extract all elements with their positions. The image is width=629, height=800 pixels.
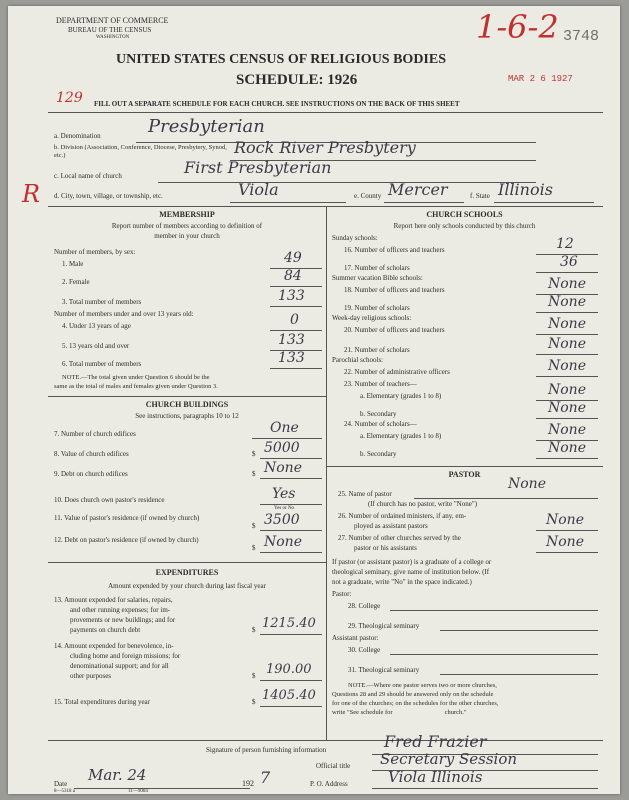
q2-line xyxy=(270,286,322,287)
schools-heading: CHURCH SCHOOLS xyxy=(426,210,503,219)
official-title-value: Secretary Session xyxy=(380,750,518,768)
q5-value: 133 xyxy=(278,332,305,348)
q12-value: None xyxy=(264,534,302,550)
columns-bottom-rule xyxy=(48,740,603,741)
division-label: b. Division (Association, Conference, Diocese, Presbytery, Synod, etc.) xyxy=(54,144,227,159)
received-date-stamp: MAR 2 6 1927 xyxy=(508,74,573,84)
state-label: f. State xyxy=(470,192,490,200)
year-prefix: 192 xyxy=(242,779,254,788)
q11-value: 3500 xyxy=(264,512,300,528)
q31-label: 31. Theological seminary xyxy=(348,666,420,674)
q14-line-2: cluding home and foreign missions; for xyxy=(70,652,181,660)
q28-line xyxy=(390,610,598,611)
q15-rule xyxy=(260,706,322,707)
q13-dollar: $ xyxy=(252,626,256,634)
graduate-note-1: If pastor (or assistant pastor) is a graduate of a college or xyxy=(332,558,492,566)
q12-label: 12. Debt on pastor's residence (if owned by church) xyxy=(54,536,199,544)
q29-line xyxy=(440,630,598,631)
signature-label: Signature of person furnishing information xyxy=(206,746,327,754)
pastor-note-1: NOTE.—Where one pastor serves two or more churches, xyxy=(348,682,497,689)
summer-schools-label: Summer vacation Bible schools: xyxy=(332,274,423,282)
state-value: Illinois xyxy=(498,180,553,199)
q23a-value: None xyxy=(548,382,586,398)
local-name-value: First Presbyterian xyxy=(184,158,332,177)
q16-label: 16. Number of officers and teachers xyxy=(344,246,445,254)
q15-label: 15. Total expenditures during year xyxy=(54,698,150,706)
po-address-line xyxy=(372,788,598,789)
q13-line-4: payments on church debt xyxy=(70,626,141,634)
census-schedule-page xyxy=(8,6,620,794)
date-value: Mar. 24 xyxy=(88,766,147,784)
department-label: DEPARTMENT OF COMMERCE xyxy=(56,16,169,25)
q9-line xyxy=(260,478,322,479)
q1-label: 1. Male xyxy=(62,260,84,268)
membership-bottom-rule xyxy=(48,396,326,397)
year-value: 7 xyxy=(260,768,271,787)
local-name-line xyxy=(158,182,536,183)
q24a-label: a. Elementary (grades 1 to 8) xyxy=(360,432,442,440)
buildings-bottom-rule xyxy=(48,562,326,563)
division-value: Rock River Presbytery xyxy=(234,138,416,157)
q23-label: 23. Number of teachers— xyxy=(344,380,417,388)
q27-rule xyxy=(536,552,598,553)
q17-value: 36 xyxy=(560,254,578,270)
denomination-label: a. Denomination xyxy=(54,132,101,140)
q19-line xyxy=(536,312,598,313)
form-code-1: 8—5318 a xyxy=(54,789,75,794)
bureau-label: BUREAU OF THE CENSUS xyxy=(68,26,152,34)
form-title: UNITED STATES CENSUS OF RELIGIOUS BODIES xyxy=(116,52,447,67)
age-heading: Number of members under and over 13 years old: xyxy=(54,310,194,318)
q2-value: 84 xyxy=(284,268,302,284)
pastor-heading: PASTOR xyxy=(448,470,481,479)
q9-dollar: $ xyxy=(252,470,256,478)
graduate-note-3: not a graduate, write "No" in the space indicated.) xyxy=(332,578,472,586)
q27-value: None xyxy=(546,534,584,550)
q24b-line xyxy=(536,458,598,459)
county-value: Mercer xyxy=(388,180,448,199)
po-address-label: P. O. Address xyxy=(310,780,348,788)
county-line xyxy=(384,202,464,203)
q13-line-2: and other running expenses; for im- xyxy=(70,606,171,614)
q21-value: None xyxy=(548,336,586,352)
q6-value: 133 xyxy=(278,350,305,366)
buildings-sub: See instructions, paragraphs 10 to 12 xyxy=(135,412,239,420)
q26-value: None xyxy=(546,512,584,528)
q24-label: 24. Number of scholars— xyxy=(344,420,417,428)
denomination-value: Presbyterian xyxy=(148,116,265,137)
q25-label: 25. Name of pastor xyxy=(338,490,392,498)
q23b-label: b. Secondary xyxy=(360,410,397,418)
state-line xyxy=(494,202,594,203)
q20-line xyxy=(536,334,598,335)
date-line xyxy=(74,788,250,789)
q3-value: 133 xyxy=(278,288,305,304)
q11-dollar: $ xyxy=(252,522,256,530)
po-address-value: Viola Illinois xyxy=(388,768,483,786)
q15-value: 1405.40 xyxy=(262,688,316,703)
q21-line xyxy=(536,354,598,355)
pastor-note-3: for one of the churches; on the schedules for the other churches, xyxy=(332,700,499,707)
q7-label: 7. Number of church edifices xyxy=(54,430,136,438)
q15-dollar: $ xyxy=(252,698,256,706)
header-divider xyxy=(48,112,603,113)
q1-value: 49 xyxy=(284,250,302,266)
county-label: e. County xyxy=(354,192,382,200)
q20-value: None xyxy=(548,316,586,332)
q10-line xyxy=(260,504,322,505)
q3-label: 3. Total number of members xyxy=(62,298,142,306)
q24b-label: b. Secondary xyxy=(360,450,397,458)
official-title-label: Official title xyxy=(316,762,351,770)
city-label: WASHINGTON xyxy=(96,35,130,40)
q30-label: 30. College xyxy=(348,646,381,654)
city-label-field: d. City, town, village, or township, etc. xyxy=(54,192,163,200)
pastor-note-4: write "See schedule for church." xyxy=(332,709,467,716)
signature-value: Fred Frazier xyxy=(384,732,487,751)
q13-rule xyxy=(260,634,322,635)
membership-note-2: same as the total of males and females given under Question 3. xyxy=(54,383,218,390)
q27-line-2: pastor or his assistants xyxy=(354,544,417,552)
q25-line xyxy=(414,498,598,499)
parochial-schools-label: Parochial schools: xyxy=(332,356,384,364)
weekday-schools-label: Week-day religious schools: xyxy=(332,314,412,322)
q7-value: One xyxy=(270,420,299,436)
membership-heading: MEMBERSHIP xyxy=(159,210,215,219)
form-code-2: 11—9084 xyxy=(128,789,148,794)
q18-label: 18. Number of officers and teachers xyxy=(344,286,445,294)
q14-line-1: 14. Amount expended for benevolence, in- xyxy=(54,642,174,650)
q27-line-1: 27. Number of other churches served by the xyxy=(338,534,461,542)
city-value: Viola xyxy=(238,180,279,199)
q20-label: 20. Number of officers and teachers xyxy=(344,326,445,334)
pastor-label: Pastor: xyxy=(332,590,352,598)
q4-value: 0 xyxy=(290,312,299,328)
q23b-value: None xyxy=(548,400,586,416)
margin-number: 129 xyxy=(56,90,83,106)
q10-hint: Yes or No xyxy=(274,506,295,511)
expenditures-sub: Amount expended by your church during last fiscal year xyxy=(108,582,266,590)
q13-line-3: provements or new buildings; and for xyxy=(70,616,176,624)
q12-dollar: $ xyxy=(252,544,256,552)
q13-value: 1215.40 xyxy=(262,616,316,631)
q8-label: 8. Value of church edifices xyxy=(54,450,129,458)
q6-line xyxy=(270,368,322,369)
q9-label: 9. Debt on church edifices xyxy=(54,470,128,478)
graduate-note-2: theological seminary, give name of institution below. (If xyxy=(332,568,490,576)
q14-line-3: denominational support; and for all xyxy=(70,662,169,670)
q8-value: 5000 xyxy=(264,440,300,456)
q14-dollar: $ xyxy=(252,672,256,680)
q17-label: 17. Number of scholars xyxy=(344,264,410,272)
q11-label: 11. Value of pastor's residence (if owned by church) xyxy=(54,514,200,522)
q26-line-1: 26. Number of ordained ministers, if any, em- xyxy=(338,512,467,520)
schools-sub: Report here only schools conducted by this church xyxy=(393,222,536,230)
q2-label: 2. Female xyxy=(62,278,90,286)
q29-label: 29. Theological seminary xyxy=(348,622,420,630)
q5-label: 5. 13 years old and over xyxy=(62,342,130,350)
q4-label: 4. Under 13 years of age xyxy=(62,322,131,330)
date-label: Date xyxy=(54,780,68,788)
q18-value: None xyxy=(548,276,586,292)
q26-rule xyxy=(536,530,598,531)
q9-value: None xyxy=(264,460,302,476)
assistant-pastor-label: Assistant pastor: xyxy=(332,634,379,642)
sunday-schools-label: Sunday schools: xyxy=(332,234,378,242)
q25-value: None xyxy=(508,476,546,492)
q3-line xyxy=(270,306,322,307)
q19-value: None xyxy=(548,294,586,310)
q17-line xyxy=(536,272,598,273)
q19-label: 19. Number of scholars xyxy=(344,304,410,312)
schools-bottom-rule xyxy=(326,466,603,467)
q25-hint: (If church has no pastor, write "None") xyxy=(368,500,478,508)
membership-note-1: NOTE.—The total given under Question 6 should be the xyxy=(62,374,210,381)
q11-line xyxy=(260,530,322,531)
q8-line xyxy=(260,458,322,459)
q10-label: 10. Does church own pastor's residence xyxy=(54,496,165,504)
q4-line xyxy=(270,330,322,331)
stamp-code: 1-6-2 xyxy=(476,8,559,46)
q24a-value: None xyxy=(548,422,586,438)
q7-line xyxy=(252,438,322,439)
q26-line-2: ployed as assistant pastors xyxy=(354,522,428,530)
q31-line xyxy=(440,674,598,675)
q14-value: 190.00 xyxy=(266,662,312,677)
membership-sub2: member in your church xyxy=(154,232,220,240)
q24b-value: None xyxy=(548,440,586,456)
q12-line xyxy=(260,552,322,553)
margin-mark: R xyxy=(22,180,41,208)
q21-label: 21. Number of scholars xyxy=(344,346,410,354)
q8-dollar: $ xyxy=(252,450,256,458)
instruction-line: FILL OUT A SEPARATE SCHEDULE FOR EACH CHURCH. SEE INSTRUCTIONS ON THE BACK OF THIS SHEET xyxy=(94,100,460,108)
expenditures-heading: EXPENDITURES xyxy=(155,568,219,577)
q14-line-4: other purposes xyxy=(70,672,112,680)
q22-value: None xyxy=(548,358,586,374)
q30-line xyxy=(390,654,598,655)
q28-label: 28. College xyxy=(348,602,381,610)
q23a-label: a. Elementary (grades 1 to 8) xyxy=(360,392,442,400)
buildings-heading: CHURCH BUILDINGS xyxy=(145,400,229,409)
local-name-label: c. Local name of church xyxy=(54,172,122,180)
q14-rule xyxy=(260,680,322,681)
schedule-title: SCHEDULE: 1926 xyxy=(236,72,358,88)
form-number: 3748 xyxy=(563,28,600,45)
q23b-line xyxy=(536,418,598,419)
q6-label: 6. Total number of members xyxy=(62,360,142,368)
q13-line-1: 13. Amount expended for salaries, repairs, xyxy=(54,596,173,604)
q22-label: 22. Number of administrative officers xyxy=(344,368,450,376)
q22-line xyxy=(536,376,598,377)
membership-sub1: Report number of members according to definition of xyxy=(111,222,263,230)
q10-value: Yes xyxy=(272,486,296,502)
pastor-note-2: Questions 28 and 29 should be answered only on the schedule xyxy=(332,691,494,698)
city-line xyxy=(230,202,346,203)
q16-value: 12 xyxy=(556,236,574,252)
members-by-sex: Number of members, by sex: xyxy=(54,248,136,256)
